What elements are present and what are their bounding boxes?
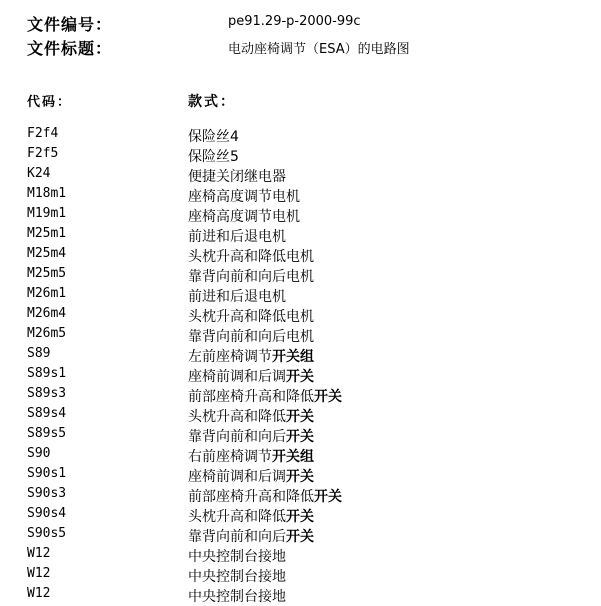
- item-description-text: 右前座椅调节: [188, 449, 272, 465]
- list-item: [27, 185, 587, 205]
- item-code: S89s5: [27, 426, 67, 441]
- item-description-text: 左前座椅调节: [188, 349, 272, 365]
- item-description: [188, 526, 314, 546]
- item-code: M25m1: [27, 226, 67, 241]
- list-item: [27, 385, 587, 405]
- doc-number-label: 文件编号：: [27, 15, 113, 34]
- item-code: S90s4: [27, 506, 67, 521]
- item-description: [188, 286, 286, 306]
- doc-number-value: pe91.29-p-2000-99c: [228, 14, 361, 29]
- item-code: S90s5: [27, 526, 67, 541]
- item-description-emphasis: 开关: [314, 389, 342, 405]
- item-description-emphasis: 开关: [286, 429, 314, 445]
- list-item: [27, 225, 587, 245]
- item-code: F2f4: [27, 126, 59, 141]
- item-code: S89s1: [27, 366, 67, 381]
- item-description-emphasis: 开关: [286, 529, 314, 545]
- item-code: S89: [27, 346, 51, 361]
- item-description-text: 中央控制台接地: [188, 569, 286, 585]
- item-description: [188, 126, 239, 146]
- doc-title-label: 文件标题：: [27, 39, 113, 58]
- item-description-text: 靠背向前和向后: [188, 529, 286, 545]
- item-code: S90: [27, 446, 51, 461]
- item-code: S89s3: [27, 386, 67, 401]
- item-description-text: 前进和后退电机: [188, 229, 286, 245]
- list-item: [27, 145, 587, 165]
- item-description: [188, 146, 239, 166]
- list-item: [27, 505, 587, 525]
- item-description: [188, 386, 342, 406]
- item-code: S90s3: [27, 486, 67, 501]
- item-code: M25m4: [27, 246, 67, 261]
- code-column-header: 代码：: [27, 95, 73, 110]
- item-description: [188, 326, 314, 346]
- list-item: [27, 345, 587, 365]
- item-description: [188, 546, 286, 566]
- item-description: [188, 266, 314, 286]
- item-description-text: 前部座椅升高和降低: [188, 389, 314, 405]
- item-description: [188, 306, 314, 326]
- item-description-text: 靠背向前和向后电机: [188, 329, 314, 345]
- item-description: [188, 226, 286, 246]
- doc-number-row: [27, 12, 587, 34]
- item-description: [188, 206, 300, 226]
- list-item: [27, 565, 587, 585]
- item-description-emphasis: 开关: [286, 469, 314, 485]
- list-item: [27, 165, 587, 185]
- list-item: [27, 265, 587, 285]
- item-description-text: 头枕升高和降低电机: [188, 249, 314, 265]
- item-code: M18m1: [27, 186, 67, 201]
- item-description: [188, 186, 300, 206]
- item-description: [188, 486, 342, 506]
- list-item: [27, 425, 587, 445]
- item-description-emphasis: 开关组: [272, 449, 314, 465]
- desc-column-header: 款式：: [188, 94, 236, 110]
- item-description-text: 座椅高度调节电机: [188, 209, 300, 225]
- item-description-text: 便捷关闭继电器: [188, 169, 286, 185]
- list-item: [27, 205, 587, 225]
- doc-title-value: 电动座椅调节（ESA）的电路图: [228, 42, 410, 57]
- item-code: F2f5: [27, 146, 59, 161]
- item-description-text: 座椅高度调节电机: [188, 189, 300, 205]
- item-description: [188, 166, 286, 186]
- item-description: [188, 506, 314, 526]
- item-description: [188, 466, 314, 486]
- item-code: M25m5: [27, 266, 67, 281]
- item-description: [188, 566, 286, 586]
- item-description-text: 中央控制台接地: [188, 589, 286, 605]
- item-description: [188, 366, 314, 386]
- item-code: W12: [27, 586, 51, 601]
- item-description: [188, 246, 314, 266]
- item-code: S90s1: [27, 466, 67, 481]
- list-item: [27, 485, 587, 505]
- item-code: W12: [27, 566, 51, 581]
- item-code: M26m1: [27, 286, 67, 301]
- item-description-text: 中央控制台接地: [188, 549, 286, 565]
- list-item: [27, 525, 587, 545]
- item-description-text: 座椅前调和后调: [188, 469, 286, 485]
- item-description-emphasis: 开关: [314, 489, 342, 505]
- item-description-text: 保险丝5: [188, 149, 239, 165]
- item-description-text: 座椅前调和后调: [188, 369, 286, 385]
- doc-title-row: [27, 36, 587, 58]
- list-item: [27, 405, 587, 425]
- item-description-text: 靠背向前和向后: [188, 429, 286, 445]
- list-item: [27, 545, 587, 565]
- item-description-text: 头枕升高和降低电机: [188, 309, 314, 325]
- item-code: M19m1: [27, 206, 67, 221]
- list-item: [27, 285, 587, 305]
- item-description-emphasis: 开关: [286, 409, 314, 425]
- item-description-text: 头枕升高和降低: [188, 509, 286, 525]
- item-description: [188, 586, 286, 606]
- code-list: [27, 125, 587, 605]
- list-item: [27, 585, 587, 605]
- list-item: [27, 305, 587, 325]
- item-code: S89s4: [27, 406, 67, 421]
- item-description-text: 靠背向前和向后电机: [188, 269, 314, 285]
- item-description-emphasis: 开关: [286, 369, 314, 385]
- item-description-text: 头枕升高和降低: [188, 409, 286, 425]
- item-description: [188, 426, 314, 446]
- table-header: [27, 90, 587, 112]
- item-description-text: 保险丝4: [188, 129, 239, 145]
- item-description-text: 前部座椅升高和降低: [188, 489, 314, 505]
- item-code: W12: [27, 546, 51, 561]
- list-item: [27, 365, 587, 385]
- item-description-text: 前进和后退电机: [188, 289, 286, 305]
- list-item: [27, 125, 587, 145]
- list-item: [27, 465, 587, 485]
- item-description: [188, 446, 314, 466]
- list-item: [27, 325, 587, 345]
- item-description-emphasis: 开关组: [272, 349, 314, 365]
- item-code: M26m4: [27, 306, 67, 321]
- item-code: K24: [27, 166, 51, 181]
- item-code: M26m5: [27, 326, 67, 341]
- list-item: [27, 445, 587, 465]
- item-description: [188, 406, 314, 426]
- list-item: [27, 245, 587, 265]
- item-description: [188, 346, 314, 366]
- item-description-emphasis: 开关: [286, 509, 314, 525]
